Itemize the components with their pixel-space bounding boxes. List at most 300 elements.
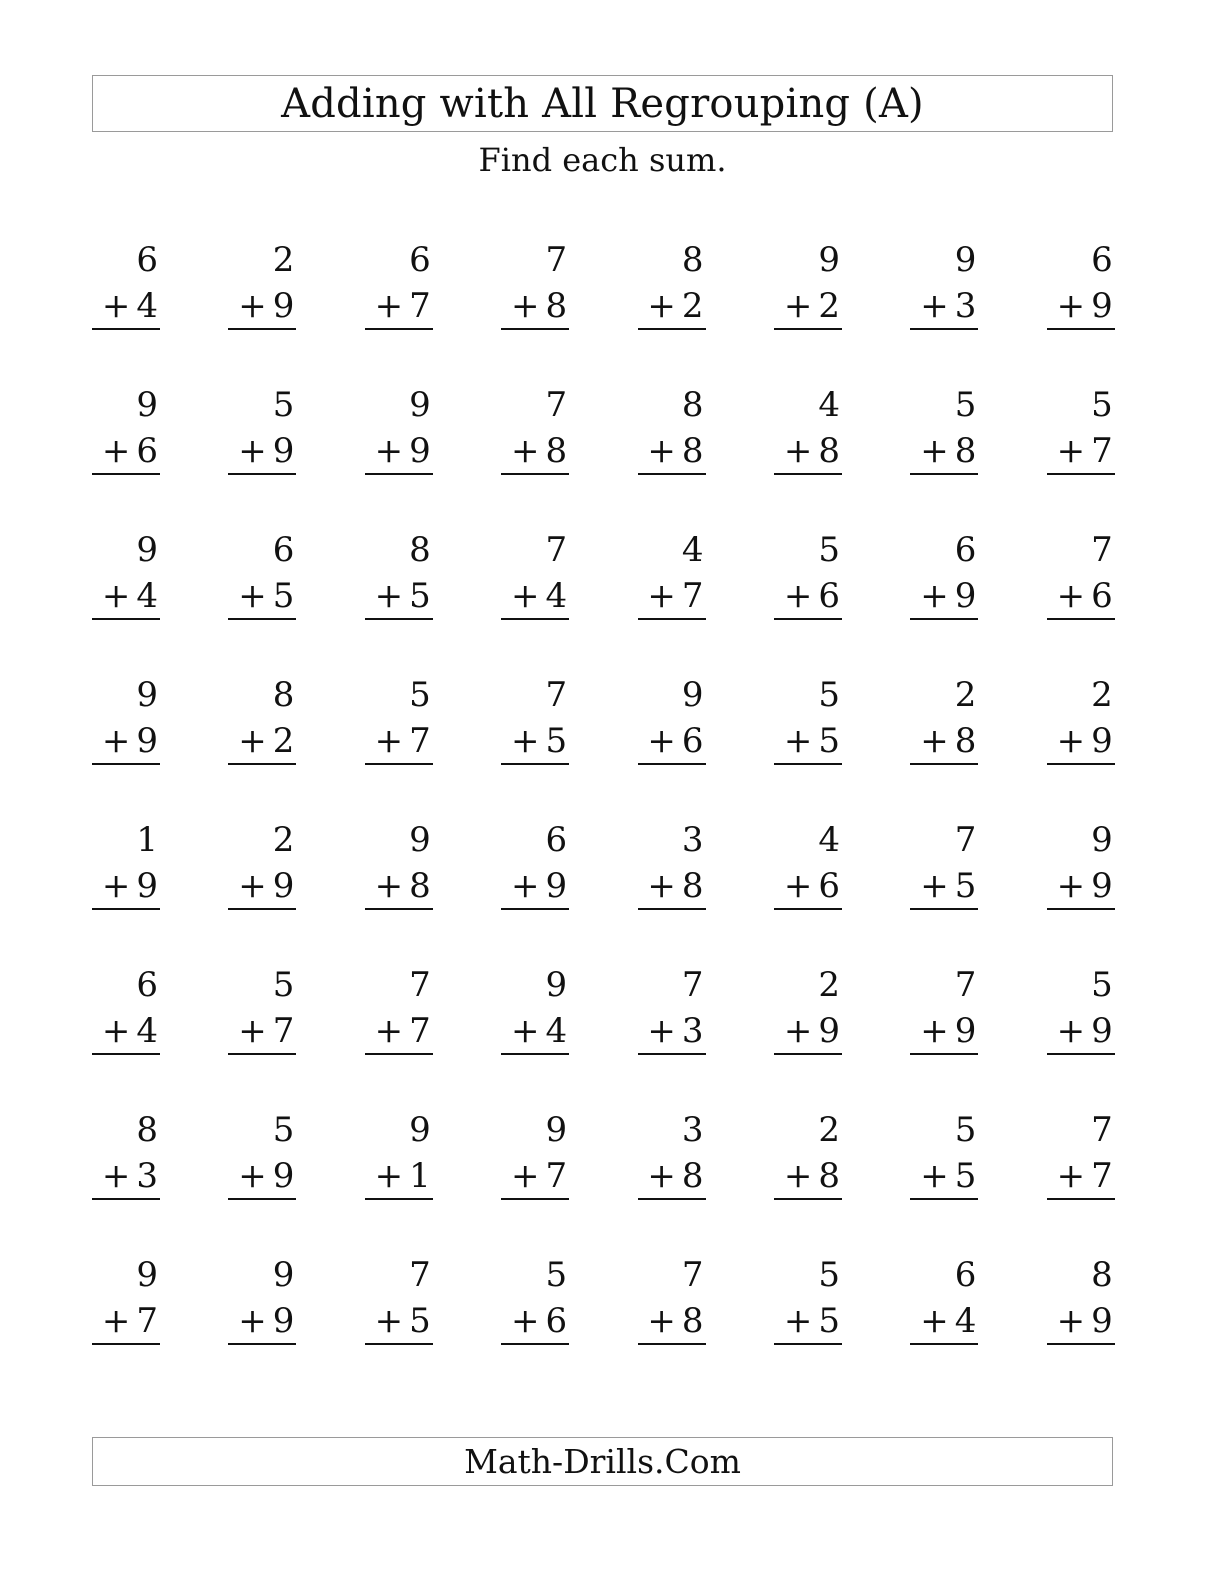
- plus-sign: +: [1056, 286, 1086, 326]
- second-addend: 7: [681, 576, 704, 616]
- first-addend: 9: [545, 1110, 568, 1150]
- addition-problem: [92, 526, 160, 671]
- second-addend-line: [774, 1009, 842, 1055]
- second-addend-line: [228, 284, 296, 330]
- plus-sign: +: [374, 1011, 404, 1051]
- plus-sign: +: [101, 866, 131, 906]
- first-addend: 5: [409, 675, 431, 715]
- addition-problem: [1047, 816, 1115, 961]
- plus-sign: +: [511, 1156, 540, 1196]
- second-addend-line: [228, 1299, 296, 1345]
- plus-sign: +: [238, 576, 267, 616]
- addition-problem: [1047, 381, 1115, 526]
- second-addend-line: [638, 284, 706, 330]
- second-addend-line: [910, 284, 978, 330]
- first-addend: 6: [1091, 240, 1113, 280]
- first-addend: 9: [1091, 820, 1113, 860]
- second-addend-line: [365, 1299, 433, 1345]
- addition-problem: [501, 1106, 569, 1251]
- first-addend: 9: [954, 240, 977, 280]
- addition-problem: [365, 671, 433, 816]
- first-addend: 5: [545, 1255, 568, 1295]
- footer-box: [92, 1437, 1113, 1486]
- second-addend-line: [228, 574, 296, 620]
- plus-sign: +: [783, 1156, 813, 1196]
- addition-problem: [501, 671, 569, 816]
- addition-problem: [774, 381, 842, 526]
- addition-problem: [92, 1251, 160, 1396]
- second-addend-line: [228, 864, 296, 910]
- second-addend: 5: [954, 866, 977, 906]
- plus-sign: +: [511, 286, 540, 326]
- first-addend: 2: [272, 820, 295, 860]
- first-addend: 5: [1091, 385, 1113, 425]
- second-addend-line: [228, 1009, 296, 1055]
- addition-problem: [1047, 236, 1115, 381]
- plus-sign: +: [511, 1011, 540, 1051]
- second-addend: 8: [818, 1156, 840, 1196]
- second-addend-line: [774, 574, 842, 620]
- second-addend-line: [501, 284, 569, 330]
- addition-problem: [501, 1251, 569, 1396]
- addition-problem: [774, 236, 842, 381]
- first-addend: 5: [818, 1255, 840, 1295]
- addition-problem: [365, 236, 433, 381]
- addition-problem: [1047, 671, 1115, 816]
- second-addend-line: [365, 864, 433, 910]
- second-addend-line: [501, 719, 569, 765]
- addition-problem: [365, 381, 433, 526]
- first-addend: 5: [954, 385, 977, 425]
- first-addend: 9: [409, 385, 431, 425]
- plus-sign: +: [783, 1011, 813, 1051]
- plus-sign: +: [511, 431, 540, 471]
- second-addend: 8: [954, 721, 977, 761]
- plus-sign: +: [647, 866, 676, 906]
- addition-problem: [228, 236, 296, 381]
- first-addend: 8: [272, 675, 295, 715]
- plus-sign: +: [1056, 866, 1086, 906]
- second-addend-line: [501, 864, 569, 910]
- second-addend: 6: [1091, 576, 1113, 616]
- second-addend: 3: [954, 286, 977, 326]
- second-addend: 9: [272, 1156, 295, 1196]
- plus-sign: +: [920, 431, 949, 471]
- second-addend: 5: [818, 721, 840, 761]
- plus-sign: +: [101, 431, 131, 471]
- plus-sign: +: [374, 866, 404, 906]
- second-addend: 7: [1091, 431, 1113, 471]
- first-addend: 6: [136, 965, 158, 1005]
- plus-sign: +: [511, 866, 540, 906]
- plus-sign: +: [920, 286, 949, 326]
- second-addend: 9: [1091, 1301, 1113, 1341]
- first-addend: 2: [954, 675, 977, 715]
- second-addend-line: [910, 1009, 978, 1055]
- second-addend-line: [910, 1299, 978, 1345]
- first-addend: 5: [818, 675, 840, 715]
- addition-problem: [365, 526, 433, 671]
- second-addend-line: [638, 1009, 706, 1055]
- addition-problem: [228, 1106, 296, 1251]
- second-addend-line: [1047, 574, 1115, 620]
- second-addend: 7: [409, 286, 431, 326]
- footer-site: Math-Drills.Com: [464, 1442, 741, 1481]
- first-addend: 2: [272, 240, 295, 280]
- plus-sign: +: [101, 576, 131, 616]
- first-addend: 6: [954, 1255, 977, 1295]
- first-addend: 8: [409, 530, 431, 570]
- second-addend: 5: [818, 1301, 840, 1341]
- second-addend-line: [910, 429, 978, 475]
- second-addend-line: [1047, 864, 1115, 910]
- second-addend-line: [638, 574, 706, 620]
- addition-problem: [501, 961, 569, 1106]
- plus-sign: +: [783, 1301, 813, 1341]
- first-addend: 8: [681, 385, 704, 425]
- plus-sign: +: [238, 866, 267, 906]
- first-addend: 7: [681, 965, 704, 1005]
- second-addend: 7: [545, 1156, 568, 1196]
- second-addend-line: [638, 1299, 706, 1345]
- addition-problem: [774, 1106, 842, 1251]
- plus-sign: +: [238, 1011, 267, 1051]
- second-addend-line: [228, 429, 296, 475]
- second-addend: 6: [681, 721, 704, 761]
- second-addend: 6: [818, 866, 840, 906]
- second-addend: 4: [136, 286, 158, 326]
- second-addend: 9: [136, 866, 158, 906]
- plus-sign: +: [511, 576, 540, 616]
- plus-sign: +: [238, 286, 267, 326]
- problem-grid: [92, 236, 1116, 1396]
- plus-sign: +: [1056, 431, 1086, 471]
- second-addend: 5: [545, 721, 568, 761]
- addition-problem: [910, 526, 978, 671]
- addition-problem: [774, 816, 842, 961]
- plus-sign: +: [374, 1156, 404, 1196]
- second-addend: 5: [954, 1156, 977, 1196]
- addition-problem: [501, 816, 569, 961]
- second-addend-line: [501, 1299, 569, 1345]
- second-addend-line: [774, 1299, 842, 1345]
- second-addend-line: [638, 429, 706, 475]
- second-addend: 9: [1091, 866, 1113, 906]
- plus-sign: +: [511, 1301, 540, 1341]
- plus-sign: +: [101, 721, 131, 761]
- first-addend: 5: [272, 385, 295, 425]
- addition-problem: [638, 671, 706, 816]
- first-addend: 6: [136, 240, 158, 280]
- second-addend: 4: [545, 1011, 568, 1051]
- first-addend: 9: [409, 1110, 431, 1150]
- addition-problem: [501, 236, 569, 381]
- addition-problem: [365, 1251, 433, 1396]
- first-addend: 3: [681, 820, 704, 860]
- plus-sign: +: [511, 721, 540, 761]
- second-addend-line: [1047, 429, 1115, 475]
- first-addend: 7: [681, 1255, 704, 1295]
- first-addend: 2: [818, 1110, 840, 1150]
- addition-problem: [910, 671, 978, 816]
- addition-problem: [638, 236, 706, 381]
- second-addend: 6: [136, 431, 158, 471]
- second-addend-line: [228, 1154, 296, 1200]
- plus-sign: +: [374, 721, 404, 761]
- second-addend: 8: [681, 866, 704, 906]
- second-addend: 3: [681, 1011, 704, 1051]
- addition-problem: [92, 1106, 160, 1251]
- first-addend: 9: [136, 530, 158, 570]
- plus-sign: +: [647, 1156, 676, 1196]
- second-addend: 2: [681, 286, 704, 326]
- second-addend: 9: [545, 866, 568, 906]
- second-addend: 7: [1091, 1156, 1113, 1196]
- addition-problem: [501, 526, 569, 671]
- plus-sign: +: [238, 1301, 267, 1341]
- first-addend: 6: [545, 820, 568, 860]
- second-addend: 8: [681, 431, 704, 471]
- second-addend-line: [92, 574, 160, 620]
- first-addend: 8: [681, 240, 704, 280]
- second-addend: 8: [681, 1301, 704, 1341]
- second-addend-line: [228, 719, 296, 765]
- first-addend: 6: [272, 530, 295, 570]
- addition-problem: [774, 961, 842, 1106]
- addition-problem: [638, 816, 706, 961]
- second-addend: 7: [272, 1011, 295, 1051]
- second-addend-line: [774, 1154, 842, 1200]
- addition-problem: [638, 961, 706, 1106]
- plus-sign: +: [783, 576, 813, 616]
- addition-problem: [365, 1106, 433, 1251]
- addition-problem: [228, 671, 296, 816]
- plus-sign: +: [647, 1301, 676, 1341]
- second-addend-line: [1047, 1299, 1115, 1345]
- first-addend: 9: [136, 1255, 158, 1295]
- second-addend: 9: [272, 1301, 295, 1341]
- first-addend: 6: [954, 530, 977, 570]
- second-addend-line: [92, 429, 160, 475]
- plus-sign: +: [374, 286, 404, 326]
- first-addend: 5: [954, 1110, 977, 1150]
- addition-problem: [228, 526, 296, 671]
- second-addend: 9: [818, 1011, 840, 1051]
- plus-sign: +: [920, 1301, 949, 1341]
- plus-sign: +: [238, 721, 267, 761]
- plus-sign: +: [647, 576, 676, 616]
- addition-problem: [228, 961, 296, 1106]
- addition-problem: [910, 1251, 978, 1396]
- first-addend: 8: [1091, 1255, 1113, 1295]
- first-addend: 7: [954, 820, 977, 860]
- plus-sign: +: [238, 431, 267, 471]
- second-addend: 8: [954, 431, 977, 471]
- second-addend: 5: [272, 576, 295, 616]
- second-addend: 2: [272, 721, 295, 761]
- second-addend: 9: [136, 721, 158, 761]
- second-addend-line: [1047, 1009, 1115, 1055]
- first-addend: 9: [409, 820, 431, 860]
- second-addend-line: [92, 864, 160, 910]
- plus-sign: +: [1056, 576, 1086, 616]
- first-addend: 7: [409, 1255, 431, 1295]
- second-addend: 9: [272, 431, 295, 471]
- addition-problem: [92, 961, 160, 1106]
- plus-sign: +: [101, 1156, 131, 1196]
- plus-sign: +: [101, 1301, 131, 1341]
- second-addend: 8: [545, 286, 568, 326]
- addition-problem: [1047, 1251, 1115, 1396]
- second-addend-line: [638, 864, 706, 910]
- second-addend-line: [501, 574, 569, 620]
- first-addend: 7: [545, 240, 568, 280]
- addition-problem: [92, 671, 160, 816]
- plus-sign: +: [783, 866, 813, 906]
- first-addend: 7: [1091, 1110, 1113, 1150]
- addition-problem: [365, 816, 433, 961]
- addition-problem: [228, 1251, 296, 1396]
- plus-sign: +: [647, 286, 676, 326]
- second-addend-line: [774, 284, 842, 330]
- plus-sign: +: [238, 1156, 267, 1196]
- addition-problem: [774, 1251, 842, 1396]
- second-addend: 4: [136, 1011, 158, 1051]
- first-addend: 9: [136, 675, 158, 715]
- second-addend-line: [365, 284, 433, 330]
- second-addend-line: [92, 1299, 160, 1345]
- second-addend: 4: [136, 576, 158, 616]
- second-addend-line: [92, 719, 160, 765]
- second-addend-line: [501, 1154, 569, 1200]
- first-addend: 7: [545, 385, 568, 425]
- addition-problem: [1047, 1106, 1115, 1251]
- addition-problem: [228, 816, 296, 961]
- first-addend: 6: [409, 240, 431, 280]
- second-addend-line: [365, 1154, 433, 1200]
- first-addend: 4: [818, 385, 840, 425]
- addition-problem: [1047, 526, 1115, 671]
- second-addend: 9: [272, 286, 295, 326]
- first-addend: 9: [545, 965, 568, 1005]
- addition-problem: [910, 816, 978, 961]
- plus-sign: +: [647, 1011, 676, 1051]
- title-box: [92, 75, 1113, 132]
- plus-sign: +: [783, 286, 813, 326]
- second-addend-line: [1047, 284, 1115, 330]
- second-addend: 9: [954, 576, 977, 616]
- second-addend-line: [501, 429, 569, 475]
- addition-problem: [92, 381, 160, 526]
- second-addend-line: [365, 574, 433, 620]
- page-title: Adding with All Regrouping (A): [281, 80, 924, 127]
- second-addend: 9: [272, 866, 295, 906]
- first-addend: 3: [681, 1110, 704, 1150]
- addition-problem: [774, 671, 842, 816]
- second-addend-line: [774, 429, 842, 475]
- second-addend: 1: [409, 1156, 431, 1196]
- first-addend: 9: [818, 240, 840, 280]
- addition-problem: [501, 381, 569, 526]
- first-addend: 5: [1091, 965, 1113, 1005]
- second-addend: 9: [1091, 1011, 1113, 1051]
- first-addend: 7: [954, 965, 977, 1005]
- second-addend: 6: [818, 576, 840, 616]
- second-addend-line: [365, 1009, 433, 1055]
- plus-sign: +: [647, 721, 676, 761]
- plus-sign: +: [1056, 1301, 1086, 1341]
- second-addend: 4: [954, 1301, 977, 1341]
- second-addend: 6: [545, 1301, 568, 1341]
- second-addend-line: [365, 429, 433, 475]
- second-addend-line: [910, 1154, 978, 1200]
- first-addend: 9: [272, 1255, 295, 1295]
- plus-sign: +: [101, 286, 131, 326]
- plus-sign: +: [920, 721, 949, 761]
- first-addend: 5: [272, 965, 295, 1005]
- second-addend-line: [501, 1009, 569, 1055]
- first-addend: 8: [136, 1110, 158, 1150]
- addition-problem: [774, 526, 842, 671]
- second-addend-line: [1047, 1154, 1115, 1200]
- plus-sign: +: [920, 866, 949, 906]
- plus-sign: +: [647, 431, 676, 471]
- second-addend-line: [638, 719, 706, 765]
- plus-sign: +: [920, 576, 949, 616]
- first-addend: 7: [1091, 530, 1113, 570]
- addition-problem: [365, 961, 433, 1106]
- first-addend: 4: [681, 530, 704, 570]
- second-addend: 9: [1091, 286, 1113, 326]
- first-addend: 7: [545, 530, 568, 570]
- second-addend: 9: [954, 1011, 977, 1051]
- addition-problem: [228, 381, 296, 526]
- second-addend: 7: [409, 1011, 431, 1051]
- second-addend-line: [638, 1154, 706, 1200]
- first-addend: 2: [818, 965, 840, 1005]
- plus-sign: +: [783, 431, 813, 471]
- second-addend-line: [910, 864, 978, 910]
- second-addend: 8: [545, 431, 568, 471]
- addition-problem: [92, 236, 160, 381]
- first-addend: 4: [818, 820, 840, 860]
- second-addend-line: [92, 1154, 160, 1200]
- second-addend: 4: [545, 576, 568, 616]
- second-addend: 7: [136, 1301, 158, 1341]
- plus-sign: +: [101, 1011, 131, 1051]
- second-addend: 9: [1091, 721, 1113, 761]
- second-addend: 9: [409, 431, 431, 471]
- first-addend: 1: [136, 820, 158, 860]
- addition-problem: [92, 816, 160, 961]
- second-addend-line: [1047, 719, 1115, 765]
- first-addend: 7: [545, 675, 568, 715]
- plus-sign: +: [374, 1301, 404, 1341]
- addition-problem: [1047, 961, 1115, 1106]
- plus-sign: +: [374, 576, 404, 616]
- second-addend-line: [365, 719, 433, 765]
- plus-sign: +: [1056, 1011, 1086, 1051]
- addition-problem: [910, 1106, 978, 1251]
- addition-problem: [638, 1251, 706, 1396]
- second-addend: 5: [409, 576, 431, 616]
- plus-sign: +: [374, 431, 404, 471]
- first-addend: 5: [272, 1110, 295, 1150]
- second-addend: 3: [136, 1156, 158, 1196]
- second-addend: 8: [409, 866, 431, 906]
- plus-sign: +: [1056, 721, 1086, 761]
- first-addend: 9: [681, 675, 704, 715]
